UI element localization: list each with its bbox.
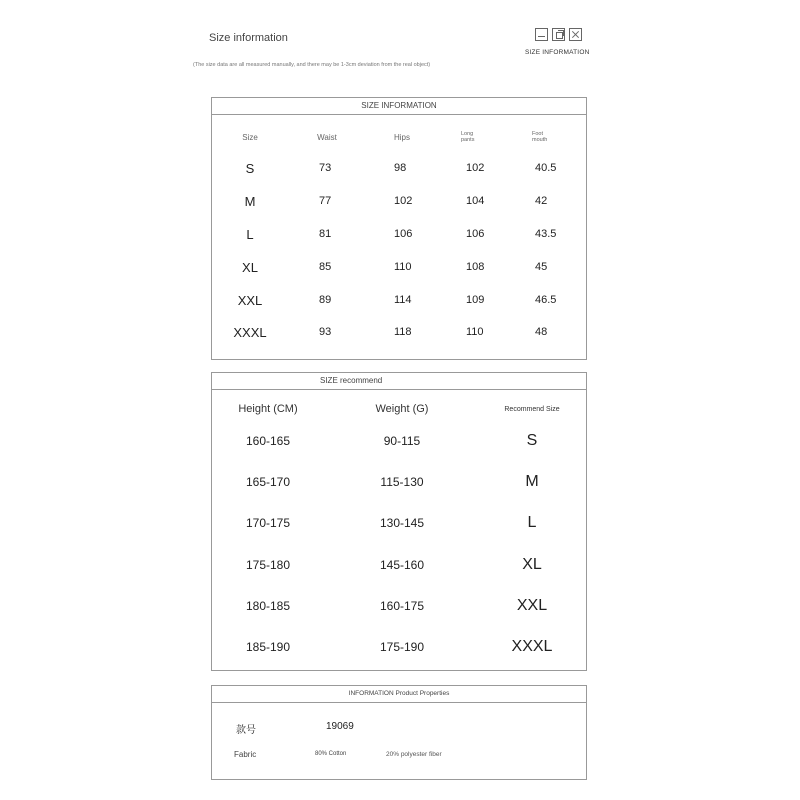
size-cell: XL: [242, 260, 258, 275]
window-minimize-icon: [535, 28, 548, 41]
size-cell: M: [244, 194, 256, 209]
height-range-cell: 175-180: [245, 558, 291, 572]
measurement-cell: 108: [466, 261, 485, 273]
measurement-cell: 102: [466, 162, 485, 174]
header-sub-label: SIZE INFORMATION: [525, 49, 590, 56]
recommended-size-cell: XL: [522, 556, 542, 573]
height-range-cell: 180-185: [245, 599, 291, 613]
measurement-cell: 98: [394, 162, 407, 174]
weight-range-cell: 115-130: [380, 475, 424, 489]
fabric-polyester-value: 20% polyester fiber: [386, 751, 442, 758]
header-height: Height (CM): [238, 403, 298, 415]
header-waist: Waist: [317, 133, 337, 142]
height-range-cell: 165-170: [245, 475, 291, 489]
measurement-cell: 77: [319, 195, 332, 207]
measurement-cell: 48: [535, 326, 548, 338]
recommended-size-cell: S: [526, 432, 538, 449]
measurement-cell: 42: [535, 195, 548, 207]
recommended-size-cell: XXL: [516, 597, 548, 614]
weight-range-cell: 160-175: [379, 599, 425, 613]
size-cell: L: [246, 227, 254, 242]
header-recommend-size: Recommend Size: [504, 406, 560, 413]
fabric-label: Fabric: [234, 750, 257, 759]
height-range-cell: 170-175: [245, 516, 291, 530]
weight-range-cell: 175-190: [379, 640, 425, 654]
size-cell: XXXL: [233, 325, 267, 340]
measurement-cell: 93: [319, 326, 332, 338]
measurement-note: (The size data are all measured manually, and there may be 1-3cm deviation from the real object): [193, 62, 431, 68]
weight-range-cell: 130-145: [379, 516, 425, 530]
measurement-cell: 106: [466, 228, 485, 240]
fabric-cotton-value: 80% Cotton: [315, 751, 347, 757]
measurement-cell: 114: [394, 294, 412, 306]
measurement-cell: 46.5: [535, 294, 557, 306]
window-controls: [535, 28, 582, 41]
measurement-cell: 43.5: [535, 228, 557, 240]
measurement-cell: 102: [394, 195, 413, 207]
measurement-cell: 85: [319, 261, 332, 273]
header-foot-mouth: Foot mouth: [532, 131, 548, 143]
product-properties-box: [211, 685, 587, 780]
header-weight: Weight (G): [375, 403, 429, 415]
measurement-cell: 45: [535, 261, 548, 273]
window-close-icon: [569, 28, 582, 41]
size-recommend-table: [211, 372, 587, 671]
height-range-cell: 185-190: [245, 640, 291, 654]
measurement-cell: 89: [319, 294, 332, 306]
header-size: Size: [242, 133, 258, 142]
size-recommend-title: SIZE recommend: [212, 373, 586, 390]
measurement-cell: 81: [319, 228, 332, 240]
size-information-table: [211, 97, 587, 360]
measurement-cell: 40.5: [535, 162, 557, 174]
window-restore-icon: [552, 28, 565, 41]
size-information-title: SIZE INFORMATION: [212, 98, 586, 115]
weight-range-cell: 90-115: [383, 434, 421, 448]
recommended-size-cell: L: [527, 514, 537, 531]
measurement-cell: 118: [394, 326, 412, 338]
style-number-value: 19069: [326, 721, 354, 732]
measurement-cell: 110: [394, 261, 412, 273]
product-properties-title: INFORMATION Product Properties: [212, 686, 586, 703]
header-long-pants: Long pants: [461, 131, 475, 143]
measurement-cell: 106: [394, 228, 413, 240]
measurement-cell: 109: [466, 294, 485, 306]
size-cell: S: [245, 161, 255, 176]
recommended-size-cell: XXXL: [511, 638, 553, 655]
measurement-cell: 73: [319, 162, 332, 174]
measurement-cell: 110: [466, 326, 484, 338]
height-range-cell: 160-165: [245, 434, 291, 448]
recommended-size-cell: M: [525, 473, 539, 490]
header-hips: Hips: [393, 133, 410, 142]
weight-range-cell: 145-160: [379, 558, 425, 572]
measurement-cell: 104: [466, 195, 485, 207]
style-number-label: 款号: [236, 725, 256, 736]
size-cell: XXL: [237, 293, 263, 308]
page-title: Size information: [209, 32, 288, 44]
